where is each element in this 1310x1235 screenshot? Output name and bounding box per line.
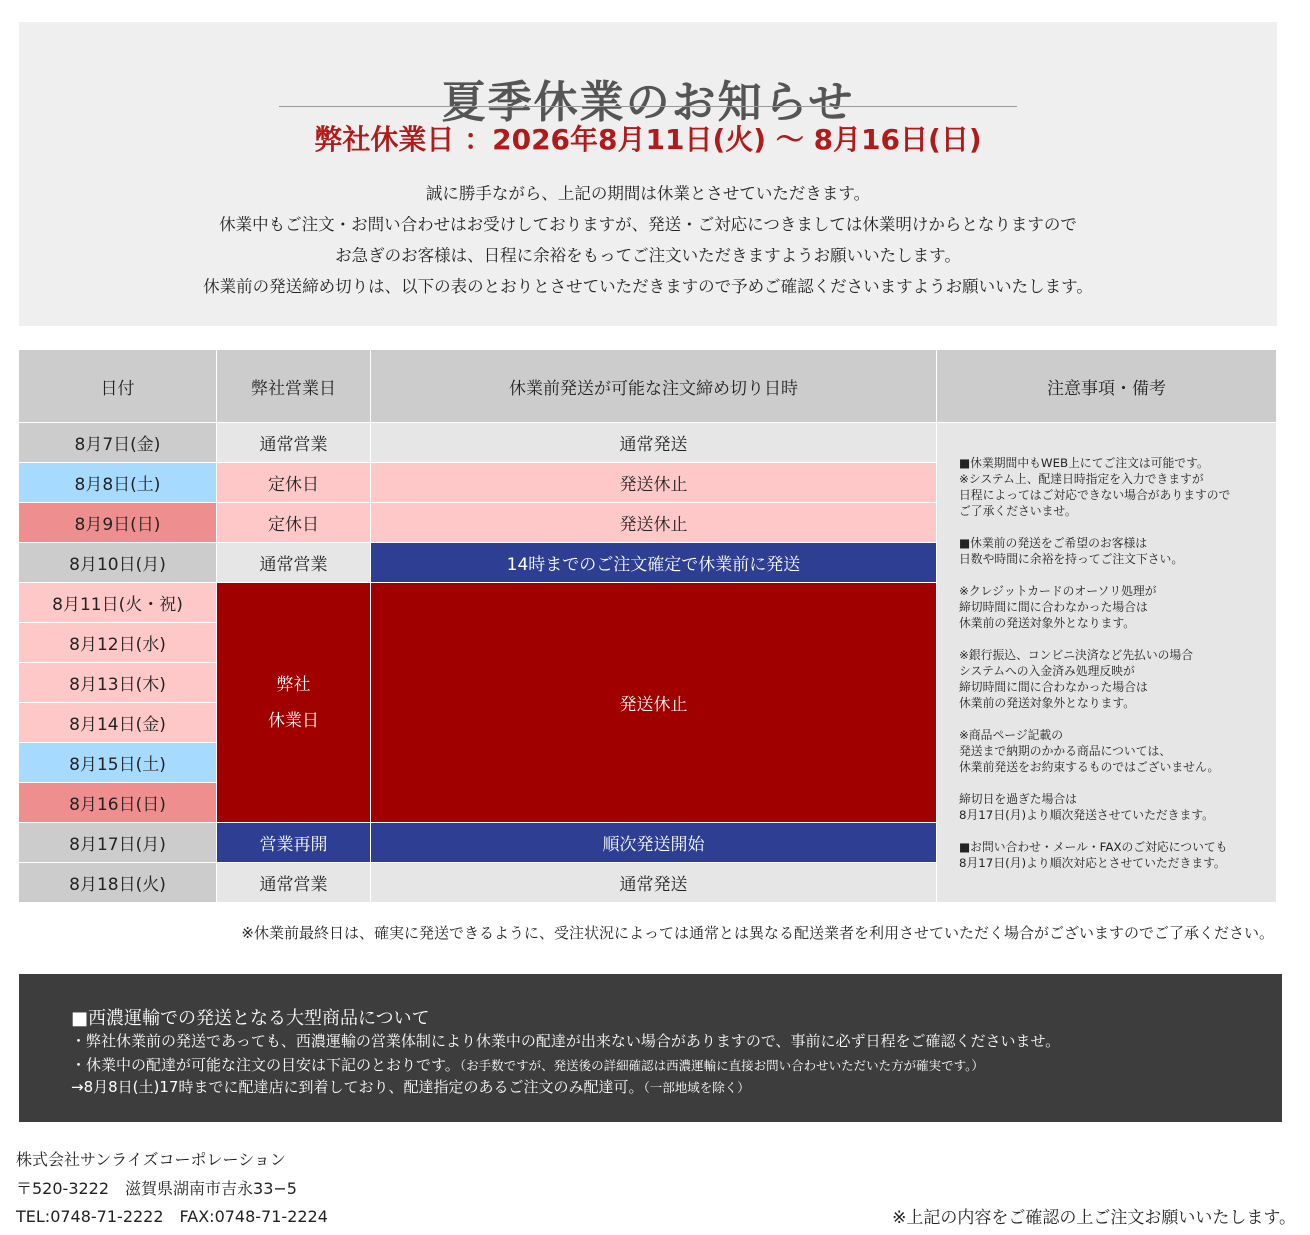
carrier-line-note: （一部地域を除く）: [643, 1080, 750, 1095]
note-block: [959, 583, 1276, 631]
row-shipping: 発送休止: [371, 463, 937, 503]
row-shipping: 14時までのご注文確定で休業前に発送: [371, 543, 937, 583]
row-date: 8月17日(月): [19, 823, 217, 863]
note-line: ※クレジットカードのオーソリ処理が: [959, 583, 1157, 598]
row-shipping: 通常発送: [371, 863, 937, 903]
row-office: 通常営業: [217, 863, 371, 903]
row-date: 8月7日(金): [19, 423, 217, 463]
carrier-line: ・弊社休業前の発送であっても、西濃運輸の営業体制により休業中の配達が出来ない場合がありますので、事前に必ず日程をご確認くださいませ。: [71, 1032, 1061, 1050]
closed-office-cell: [217, 583, 371, 823]
page-title: 夏季休業のお知らせ: [441, 77, 855, 128]
note-line: 発送まで納期のかかる商品については、: [959, 743, 1172, 758]
row-office: 通常営業: [217, 423, 371, 463]
note-block: [959, 839, 1276, 871]
row-office: 通常営業: [217, 543, 371, 583]
row-shipping: 順次発送開始: [371, 823, 937, 863]
notice-line: 誠に勝手ながら、上記の期間は休業とさせていただきます。: [425, 184, 871, 203]
row-office: 営業再開: [217, 823, 371, 863]
company-name: 株式会社サンライズコーポレーション: [16, 1150, 286, 1169]
notice-line: 休業中もご注文・お問い合わせはお受けしておりますが、発送・ご対応につきましては休業明けからとなりますので: [219, 215, 1077, 234]
note-line: ■休業期間中もWEB上にてご注文は可能です。: [959, 455, 1209, 470]
note-line: 日数や時間に余裕を持ってご注文下さい。: [959, 551, 1184, 566]
note-line: ご了承くださいませ。: [959, 503, 1077, 518]
row-date: 8月12日(水): [19, 623, 217, 663]
notice-body: [19, 178, 1277, 302]
note-line: 8月17日(月)より順次発送させていただきます。: [959, 807, 1214, 822]
header-shipping: 休業前発送が可能な注文締め切り日時: [371, 350, 937, 423]
note-block: [959, 455, 1276, 519]
note-line: 締切日を過ぎた場合は: [959, 791, 1077, 806]
row-date: 8月8日(土): [19, 463, 217, 503]
row-date: 8月16日(日): [19, 783, 217, 823]
row-date: 8月15日(土): [19, 743, 217, 783]
note-block: [959, 727, 1276, 775]
note-line: ■お問い合わせ・メール・FAXのご対応についても: [959, 839, 1228, 854]
schedule-table: [19, 350, 1277, 903]
note-line: 8月17日(月)より順次対応とさせていただきます。: [959, 855, 1226, 870]
row-date: 8月9日(日): [19, 503, 217, 543]
note-line: 休業前の発送対象外となります。: [959, 695, 1136, 710]
header-date: 日付: [19, 350, 217, 423]
note-block: [959, 535, 1276, 567]
note-line: 締切時間に間に合わなかった場合は: [959, 599, 1148, 614]
carrier-notice: [19, 974, 1282, 1122]
notice-box: [19, 22, 1277, 326]
note-block: [959, 791, 1276, 823]
carrier-line: [71, 1076, 750, 1097]
note-line: ※銀行振込、コンビニ決済など先払いの場合: [959, 647, 1194, 662]
table-row: [19, 423, 1277, 463]
closing-note: ※上記の内容をご確認の上ご注文お願いいたします。: [892, 1208, 1296, 1228]
carrier-line-text: ・休業中の配達が可能な注文の目安は下記のとおりです。: [71, 1056, 460, 1074]
row-office: 定休日: [217, 503, 371, 543]
header-notes: 注意事項・備考: [937, 350, 1277, 423]
row-date: 8月18日(火): [19, 863, 217, 903]
row-shipping: 発送休止: [371, 503, 937, 543]
note-line: ※システム上、配達日時指定を入力できますが: [959, 471, 1204, 486]
row-office: 定休日: [217, 463, 371, 503]
closed-office-line: 休業日: [268, 710, 319, 731]
company-address: 〒520-3222 滋賀県湖南市吉永33−5: [16, 1178, 297, 1198]
row-shipping: 通常発送: [371, 423, 937, 463]
note-line: システムへの入金済み処理反映が: [959, 663, 1135, 678]
closed-shipping-cell: 発送休止: [371, 583, 937, 823]
carrier-heading: ■西濃運輸での発送となる大型商品について: [71, 1008, 430, 1029]
closure-dates: 弊社休業日 ：2026年8月11日(火) ～ 8月16日(日): [314, 123, 982, 156]
carrier-line-text: →8月8日(土)17時までに配達店に到着しており、配達指定のあるご注文のみ配達可。: [71, 1078, 644, 1096]
carrier-line: [71, 1054, 984, 1075]
header-office: 弊社営業日: [217, 350, 371, 423]
closed-office-line: 弊社: [276, 674, 311, 695]
carrier-line-note: （お手数ですが、発送後の詳細確認は西濃運輸に直接お問い合わせいただいた方が確実です。）: [459, 1058, 984, 1073]
row-date: 8月11日(火・祝): [19, 583, 217, 623]
notice-line: 休業前の発送締め切りは、以下の表のとおりとさせていただきますので予めご確認くださいますようお願いいたします。: [203, 277, 1093, 296]
company-contact: TEL:0748-71-2222 FAX:0748-71-2224: [16, 1207, 328, 1226]
note-line: ■休業前の発送をご希望のお客様は: [959, 535, 1148, 550]
note-line: ※商品ページ記載の: [959, 727, 1064, 742]
table-footnote: ※休業前最終日は、確実に発送できるように、受注状況によっては通常とは異なる配送業者を利用させていただく場合がございますのでご了承ください。: [241, 924, 1274, 942]
table-header-row: [19, 350, 1277, 423]
row-date: 8月14日(金): [19, 703, 217, 743]
notes-cell: [937, 423, 1277, 903]
row-date: 8月10日(月): [19, 543, 217, 583]
notice-line: お急ぎのお客様は、日程に余裕をもってご注文いただきますようお願いいたします。: [335, 246, 961, 265]
note-line: 日程によってはご対応できない場合がありますので: [959, 487, 1231, 502]
title-divider: [279, 106, 1017, 107]
row-date: 8月13日(木): [19, 663, 217, 703]
note-line: 休業前発送をお約束するものではございません。: [959, 759, 1220, 774]
note-block: [959, 647, 1276, 711]
note-line: 休業前の発送対象外となります。: [959, 615, 1136, 630]
company-info: [16, 1146, 328, 1232]
note-line: 締切時間に間に合わなかった場合は: [959, 679, 1148, 694]
